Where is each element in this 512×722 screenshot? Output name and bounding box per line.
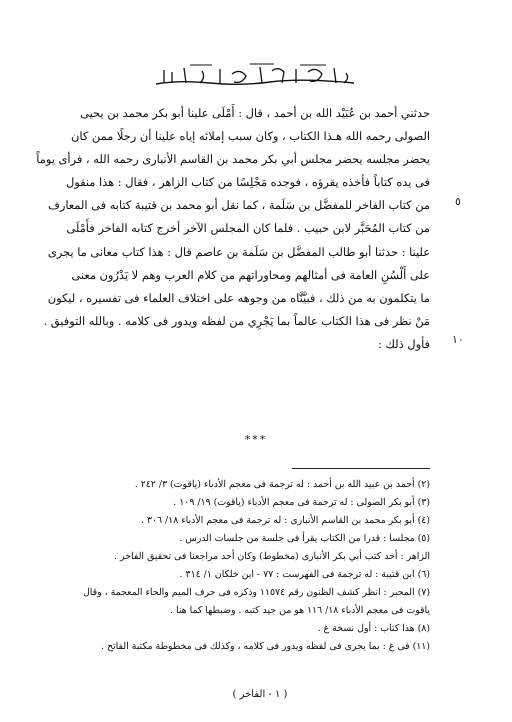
basmala-calligraphy-image (150, 62, 360, 90)
footnote: الزاهر : أحد كتب أبي بكر الأنبارى (مخطوط) وكان أحد مراجعنا فى تحقيق الفاخر . (114, 551, 430, 562)
text-line: من كتاب المُحَبَّر لابن حبيب . فلما كان المجلس الآخر أخرج كتابه الفاخر فأَمْلَى (66, 221, 430, 236)
text-line: حدثني أحمد بن عُبَيْد الله بن أحمد ، قال : أَمْلَى علينا أبو بكر محمد بن يحيى (80, 106, 430, 120)
footnote: (٦) ابن قتيبة : له ترجمة فى الفهرست : ٧٧ - ابن خلكان ١/ ٣١٤ . (179, 569, 430, 580)
text-line: فى يده كتاباً فأخذه يقرؤه ، فوجده مَجْلِسًا من كتاب الزاهر ، فقال : هذا منقول (65, 175, 430, 190)
text-line: من كتاب الفاخر للمفضَّل بن سَلَمة ، كما نقل أبو محمد بن قتيبة كتابه فى المعارف (48, 198, 430, 213)
text-line: على أَلْسُنِ العامة فى أمثالهم ومحاوراتهم من كلام العرب وهم لا يَدْرُون معنى (71, 267, 430, 282)
footnote: (١١) فى غ : بما يجرى فى لفظه ويدور فى كلامه ، وكذلك فى مخطوطة مكتبة الفاتح . (101, 641, 430, 652)
footnote-rule (292, 468, 430, 469)
footnote: (٥) مجلسا : قدرا من الكتاب يقرأ فى جلسة من جلسات الدرس . (179, 533, 430, 544)
main-text (36, 102, 430, 356)
footnote: ياقوت فى معجم الأدباء ١٨/ ١١٦ هو من جيد كتبه . وضبطها كما هنا . (170, 605, 430, 616)
text-line: علينا : حدثنا أبو طالب المفضَّل بن سَلَمة بن عاصم قال : هذا كتاب معانى ما يجرى (47, 244, 430, 259)
footnotes (76, 476, 430, 656)
text-line: مَنْ نظر فى هذا الكتاب عالماً بما يَجْرِي من لفظه ويدور فى كلامه . وبالله التوفيق . (43, 313, 430, 328)
footnote: (٨) هذا كتاب : أول نسخة غ . (317, 623, 430, 634)
section-separator: *** (244, 433, 268, 446)
line-number-ten: ١٠ (452, 333, 464, 346)
line-number-five: ٥ (455, 195, 461, 208)
basmala-calligraphy (150, 62, 360, 90)
footnote: (٢) أحمد بن عبيد الله بن أحمد : له ترجمة فى معجم الأدباء (ياقوت) ٣/ ٢٤٢ . (134, 479, 430, 490)
text-line: فأول ذلك : (378, 336, 430, 351)
footnote: (٤) أبو بكر محمد بن القاسم الأنبارى : له ترجمة فى معجم الأدباء ١٨/ ٣٠٦ . (140, 515, 430, 526)
footnote: (٧) المحبر : انظر كشف الظنون رقم ١١٥٧٤ وذكره فى حرف الميم والحاء المعجمة ، وقال (82, 587, 430, 598)
footnote: (٣) أبو بكر الصولى : له ترجمة فى معجم الأدباء (ياقوت) ١٩/ ١٠٩ . (173, 497, 430, 508)
text-line: الصولى رحمه الله هـذا الكتاب ، وكان سبب إملائه إياه علينا أن رجلًا ممن كان (71, 129, 430, 144)
text-line: ما يتكلمون به من ذلك ، فبيَّنَّاه من وجوهه على اختلاف العلماء فى تفسيره ، ليكون (47, 290, 430, 305)
text-line: يحضر مجلسه يحضر مجلس أبي بكر محمد بن القاسم الأنبارى رحمه الله ، فرأى يوماً (36, 152, 430, 167)
page-signature: ( ١ - الفاخر ) (232, 689, 288, 700)
